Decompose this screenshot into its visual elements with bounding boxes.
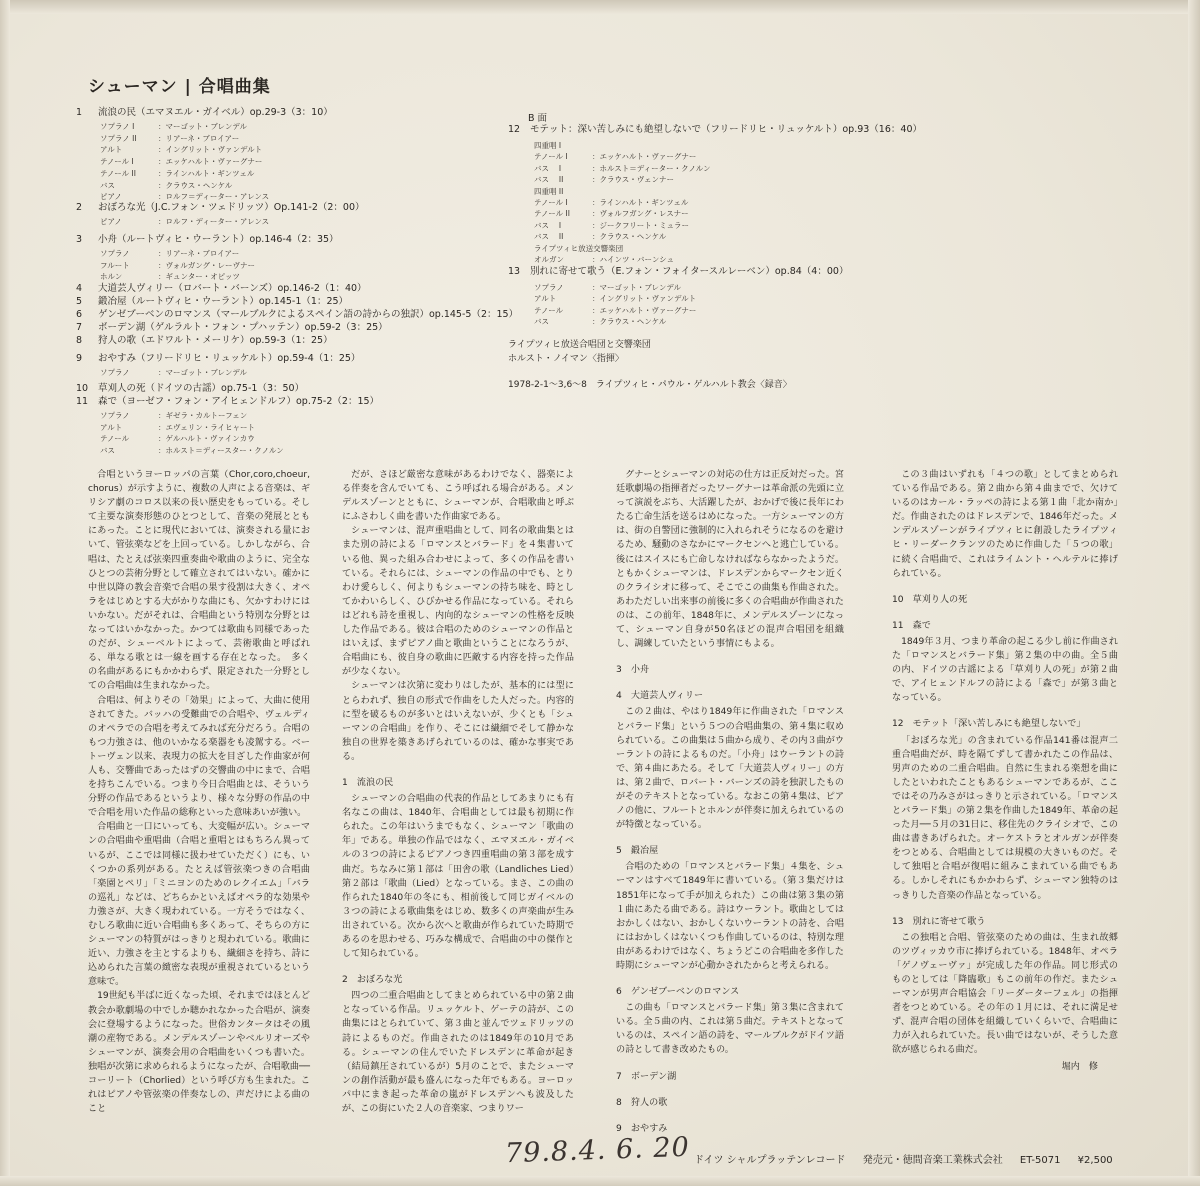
track-row: [76, 322, 388, 334]
performer-line: [534, 164, 711, 174]
performer-name: ：クラウス・ヘンケル: [158, 180, 233, 190]
performer-role: ソプラノ: [100, 368, 130, 377]
track-title: ゲンゼブーベンのロマンス（マールブルクによるスペイン語の詩からの独訳）op.145-5（2：15）: [98, 309, 519, 320]
performer-role: バス I: [534, 220, 562, 230]
performer-line: [534, 198, 688, 208]
paper-edge-top: [0, 0, 1200, 14]
note-paragraph: 四つの二重合唱曲としてまとめられている中の第２曲となっている作品。リュッケルト、ゲーテの詩が、この曲集にはとられていて、第３曲と並んでツェドリッツの詩によるものだ。作曲されたのは1849年の10月である。シューマンの住んでいたドレスデンに革命が起き（結局鎮圧されているが）5月のことで、またシューマンの創作活動が最も盛んになった年でもある。ヨーロッパ中にまき起った革命の嵐がドレスデンへも波及したが、この街にいた２人の音楽家、つまりワー: [342, 991, 574, 1115]
note-paragraph: 合唱というヨーロッパの言葉（Chor,coro,choeur, chorus）が示すように、複数の人声による音楽は、ギリシア劇のコロス以来の長い歴史をもっている。そして主要な演奏形態のひとつとして、音楽の発展とともにあった。ことに現代においては、演奏される量において、管弦楽などを上回っている。しかしながら、合唱は、たとえば弦楽四重奏曲や歌曲のように、完全なひとつの芸術分野として確立されてはいない。確かに中世以降の教会音楽で合唱の果す役割は大きく、オペラをはじめとする大がかりな曲にも、欠かすわけにはいかない。だがそれは、合唱曲という特別な分野とはなってはいかなかった。かつては歌曲も同様であったのだが、シューベルトによって、芸術歌曲と呼ばれる、単なる歌とは一線を画する存在となった。 多くの名曲があるにもかかわらず、限定された一分野としての合唱曲は生まれなかった。: [88, 470, 310, 692]
performer-line: [100, 122, 247, 132]
performer-line: [100, 134, 239, 144]
track-row: [508, 124, 922, 136]
track-title: おやすみ（フリードリヒ・リュッケルト）op.59-4（1：25）: [98, 353, 361, 364]
track-title: 別れに寄せて歌う（E.フォン・フォイタースルレーベン）op.84（4：00）: [530, 266, 849, 277]
track-row: [76, 107, 333, 119]
section-heading: 8 狩人の歌: [616, 1097, 668, 1108]
performer-role: ソプラノ I: [100, 122, 135, 131]
performer-role: テノール I: [534, 198, 568, 207]
performer-name: ：ホルスト＝ディーター・クノルン: [592, 163, 711, 173]
track-title: 小舟（ルートヴィヒ・ウーラント）op.146-4（2：35）: [98, 234, 339, 245]
track-title: 草刈人の死（ドイツの古謡）op.75-1（3：50）: [98, 383, 305, 394]
performer-role: バス: [100, 180, 115, 190]
performer-name: ：リアーネ・ブロイアー: [158, 133, 240, 143]
performer-line: [534, 209, 689, 219]
performer-name: ：クラウス・ヴェンナー: [592, 175, 674, 185]
track-row: [76, 234, 339, 246]
section-heading: 11 森で: [892, 620, 931, 631]
performer-role: ピアノ: [100, 192, 122, 202]
performer-name: ：ギュンター・オピッツ: [158, 272, 240, 282]
performer-line: [534, 152, 696, 162]
performer-name: ：イングリット・ヴァンデルト: [592, 294, 697, 304]
performer-role: ソプラノ II: [100, 133, 137, 143]
performer-name: ：ゲルハルト・ヴァインカウ: [158, 434, 255, 444]
track-row: [76, 396, 379, 408]
performer-line: [100, 368, 247, 378]
performer-role: ソプラノ: [100, 249, 130, 258]
performer-name: ：クラウス・ヘンケル: [592, 232, 667, 242]
performer-name: ：ギゼラ・カルトーフェン: [158, 411, 248, 420]
performer-line: [100, 423, 255, 433]
note-paragraph: 合唱は、何よりその「効果」によって、大曲に使用されてきた。バッハの受難曲での合唱や、ヴェルディのオペラでの合唱を考えてみれば充分だろう。合唱のもつ力強さは、他のいかなる楽器をも凌駕する。ベートーヴェン以来、表現力の拡大を目ざした作曲家が何人も、交響曲であったはずの交響曲の中にまで、合唱を持ちこんでいる。つまり今日合唱曲とは、そういう分野の作品であるというより、様々な分野の作品の中で合唱を用いた作品の総称といった意味あいが強い。: [88, 695, 310, 819]
note-paragraph: 「おぼろな光」の含まれている作品141番は混声二重合唱曲だが、時を隔てずして書かれたこの作品は、男声のための二重合唱曲。自然に生まれる楽想を曲にしたといわれたこともあるシューマンであるが、ここではその乃みさがはっきりと示されている。「ロマンスとバラード集」の第２集を作曲した1849年、革命の起った月──５月の31日に、移住先のクライシオで、この曲は書きあげられた。オーケストラとオルガンが伴奏をつとめる、合唱曲としては規模の大きいものだ。そして独唱と合唱が復唱に組みこまれている曲でもある。しかしそれにもかかわらず、シューマン独特のはっきりした音楽の作品となっている。: [892, 735, 1118, 901]
track-number: 8: [76, 335, 83, 346]
notes-column-1: [88, 468, 310, 1116]
notes-column-2: [342, 468, 574, 1116]
recording-info: 1978-2-1～3,6～8 ライプツィヒ・パウル・ゲルハルト教会〈録音〉: [508, 380, 792, 390]
track-number: 9: [76, 353, 83, 364]
performer-role: バス: [534, 317, 549, 327]
label-name: ドイツ シャルプラッテンレコード: [694, 1155, 846, 1166]
section-heading: 13 別れに寄せて歌う: [892, 916, 986, 927]
performer-name: ：ロルフ＝ディーター・アレンス: [158, 192, 270, 202]
track-title: 流浪の民（エマヌエル・ガイベル）op.29-3（3：10）: [98, 107, 333, 118]
performer-line: [100, 411, 247, 421]
performer-line: [100, 249, 239, 259]
track-number: 4: [76, 283, 83, 294]
performer-role: テノール I: [534, 152, 568, 162]
note-paragraph: シューマンは、混声重唱曲として、同名の歌曲集とはまた別の詩による「ロマンスとバラード」を４集書いている他、異った組み合わせによって、多くの作品を書いている。それらには、シューマンの作品の中でも、とりわけ愛らしく、何よりもシューマンの持ち味を、時としてかわいらしく、ひびかせる作品になっている。それらはどれも詩を重視し、内向的なシューマンの性格を反映した作品である。彼は合唱のためのシューマンの作品とはいえば、まずピアノ曲と歌曲ということになろうが、合唱曲にも、彼自身の歌曲に匹敵する内容を持った作品が少なくない。: [342, 526, 574, 678]
performer-name: ：クラウス・ヘンケル: [592, 317, 667, 327]
album-title: シューマン | 合唱曲集: [88, 77, 271, 97]
performer-name: ：ラインハルト・ギンツェル: [592, 198, 689, 207]
performer-name: ：エヴェリン・ライヒャート: [158, 422, 255, 432]
performer-line: [100, 217, 269, 227]
performer-line: [100, 181, 232, 191]
paper-edge-left: [0, 0, 10, 1186]
paper-edge-right: [1188, 0, 1200, 1186]
handwritten-date: 79.8.4. 6. 20: [504, 1131, 691, 1170]
section-heading: 1 流浪の民: [342, 777, 394, 788]
section-heading: 2 おぼろな光: [342, 975, 403, 986]
performer-role: アルト: [534, 294, 557, 304]
performer-name: ：ヴォルガング・レーヴナー: [158, 260, 256, 270]
note-paragraph: この２曲は、やはり1849年に作曲された「ロマンスとバラード集」という５つの合唱曲集の、第４集に収められている。この曲集は５曲から成り、その内３曲がウーラントの詩によるものだ。「小舟」はウーラントの詩で、第４曲にあたる。そして「大道芸人ヴィリー」の方は、第２曲で、ロバート・バーンズの詩を独訳したものがそのテキストとなっている。なおこの第４集は、ピアノの他に、フルートとホルンが伴奏に加えられているのが特徴となっている。: [616, 707, 844, 831]
performer-name: ：マーゴット・ブレンデル: [158, 122, 247, 131]
track-number: 11: [76, 396, 89, 407]
performer-line: [534, 175, 674, 185]
performer-name: ：ハインツ・バーンシュ: [592, 255, 675, 264]
track-title: 鍛冶屋（ルートヴィヒ・ウーラント）op.145-1（1：25）: [98, 296, 349, 307]
track-number: 5: [76, 296, 83, 307]
performer-line: [534, 255, 674, 265]
track-row: [76, 202, 365, 214]
track-title: 大道芸人ヴィリー（ロバート・バーンズ）op.146-2（1：40）: [98, 283, 367, 294]
performer-role: バス I: [534, 163, 562, 173]
note-paragraph: この曲も「ロマンスとバラード集」第３集に含まれている。全５曲の内、これは第５曲だ。テキストとなっているのは、スペイン語の詩を、マールブルクがドイツ語の詩として書き改めたもの。: [616, 1003, 844, 1056]
performer-role: ホルン: [100, 272, 123, 282]
performer-line: [534, 306, 696, 316]
performer-name: ：ラインハルト・ギンツェル: [158, 168, 255, 178]
performer-name: ：イングリット・ヴァンデルト: [158, 145, 263, 155]
performers-line-2: ホルスト・ノイマン〈指揮〉: [508, 354, 624, 364]
publisher-name: 発売元・徳間音楽工業株式会社: [862, 1155, 1003, 1166]
performer-line: [100, 169, 254, 179]
section-heading: 3 小舟: [616, 665, 650, 676]
track-row: [76, 309, 518, 321]
performer-role: テノール II: [534, 209, 570, 219]
performer-line: [100, 434, 255, 444]
catalog-number: ET-5071: [1019, 1155, 1061, 1166]
performer-role: テノール: [534, 305, 564, 315]
track-row: [76, 296, 348, 308]
section-heading: 7 ボーデン湖: [616, 1071, 677, 1082]
performer-name: ：マーゴット・ブレンデル: [158, 368, 247, 377]
track-title: おぼろな光（J.C.フォン・ツェドリッツ）Op.141-2（2：00）: [98, 202, 365, 213]
performer-name: ：ジークフリート・ミュラー: [592, 220, 690, 230]
note-paragraph: この３曲はいずれも「４つの歌」としてまとめられている作品である。第２曲から第４曲までで、欠けているのはカール・ラッペの詩による第１曲「北か南か」だ。作曲されたのはドレスデンで、1846年だった。メンデルスゾーンがライプツィヒに創設したライプツィヒ・リーダークランツのために作曲した「５つの歌」に続く合唱曲で、これはライムント・ヘルテルに捧げられている。: [892, 470, 1118, 579]
performer-name: ：ロルフ・ディーター・アレンス: [158, 217, 270, 226]
note-paragraph: 1849年３月、つまり革命の起こる少し前に作曲された「ロマンスとバラード集」第２集の中の曲。全５曲の内、ドイツの古謡による「草刈り人の死」が第２曲で、アイヒェンドルフの詩による「森で」が第３曲となっている。: [892, 636, 1118, 704]
performer-line: [534, 294, 696, 304]
track-number: 7: [76, 322, 83, 333]
performer-line: [534, 141, 561, 151]
performers-line-1: ライプツィヒ放送合唱団と交響楽団: [508, 340, 651, 350]
performer-role: バス II: [534, 175, 564, 185]
performer-line: [100, 261, 255, 271]
performer-role: ピアノ: [100, 217, 122, 226]
performer-name: ：エッケハルト・ヴァーグナー: [592, 305, 697, 315]
performer-role: ソプラノ: [534, 283, 564, 292]
performer-line: [534, 317, 666, 327]
track-title: モテット：深い苦しみにも絶望しないで（フリードリヒ・リュッケルト）op.93（16：40）: [530, 124, 922, 135]
section-heading: 5 鍛冶屋: [616, 846, 659, 857]
note-paragraph: 合唱のための「ロマンスとバラード集」４集を、シューマンはすべて1849年に書いている。（第３集だけは1851年になって手が加えられた）この曲は第３集の第１曲にあたる曲である。詩はウーラント。歌曲としてはおかしくはない、おかしくないウーラントの詩を、合唱にはおかしくはないくつも作曲しているのは、特別な理由があるわけではなく、ちょうどこの合唱曲を多作した時期にシューマンが心動かされたからと考えられる。: [616, 862, 844, 971]
track-row: [76, 353, 360, 365]
performer-role: アルト: [100, 422, 123, 432]
author-signature: 堀内 修: [1061, 1061, 1098, 1072]
track-row: [508, 266, 848, 278]
track-number: 10: [76, 383, 89, 394]
performer-line: [534, 283, 681, 293]
section-heading: 10 草刈り人の死: [892, 594, 968, 605]
track-row: [76, 283, 367, 295]
performer-name: ：リアーネ・ブロイアー: [158, 249, 240, 258]
performer-line: [534, 232, 666, 242]
note-paragraph: この独唱と合唱、管弦楽のための曲は、生まれ故郷のツヴィッカウ市に捧げられている。1848年、オペラ「ゲノヴェーヴァ」が完成した年の作品。同じ形式のものとしては「降臨歌」もこの前年の作だ。またシューマンが男声合唱協会「リーダーターフェル」の指揮者をつとめている。その年の１月には、それに満足せず、混声合唱の団体を組織していくらいで、合唱曲に力が入れられていた。長い曲ではないが、そうした意欲が感じられる曲だ。: [892, 932, 1118, 1056]
performer-role: テノール I: [100, 157, 134, 167]
performer-line: [100, 145, 262, 155]
performer-role: 四重唱 I: [534, 141, 562, 150]
performer-name: ：エッケハルト・ヴァーグナー: [592, 152, 697, 162]
track-number: 3: [76, 234, 83, 245]
track-title: 森で（ヨーゼフ・フォン・アイヒェンドルフ）op.75-2（2：15）: [98, 396, 380, 407]
performer-line: [100, 272, 240, 282]
performer-line: [534, 221, 689, 231]
note-paragraph: グナーとシューマンの対応の仕方は正反対だった。宮廷歌劇場の指揮者だったワーグナーは革命派の先頭に立って演説をぶち、大活躍したが、おかげで後に長年にわたる亡命生活を送るはめになった。一方シューマンの方は、街の自警団に強制的に入れられそうになるのを避けるため、騒動のさなかにマークセンへと逃亡している。後にはスイスにも亡命しなければならなかったようだ。ともかくシューマンは、ドレスデンからマークセン近くのクライシオに移って、そこでこの曲集も作曲された。あわただしい出来事の前後に多くの合唱曲が作曲されたのは、この前年、1848年に、メンデルスゾーンになって、シューマン自身が50名ほどの混声合唱団を組織し、調練していたという事情にもよる。: [616, 470, 844, 650]
note-paragraph: 合唱曲と一口にいっても、大変幅が広い。シューマンの合唱曲や重唱曲（合唱と重唱とはもちろん異っているが、ここでは同様に扱わせていただく）にも、いくつかの系列がある。たとえば管弦楽つきの合唱曲「楽園とペリ」「ミニヨンのためのレクイエム」「バラの巡礼」などは、どちらかといえばオペラ的な効果や力強さが、大きく現われている。一方そうではなく、むしろ歌曲に近い合唱曲も多くあって、そちらの方にシューマンの特質がはっきりと現われている。歌曲に近い、力強さを主とするよりも、繊細さを持ち、詩に込められた言葉の緻密な表現が重視されているという意味で。: [88, 822, 310, 988]
performer-role: ソプラノ: [100, 411, 130, 420]
performer-role: オルガン: [534, 255, 564, 264]
performer-role: 四重唱 II: [534, 186, 564, 196]
notes-column-3: [616, 468, 844, 1138]
performer-role: バス II: [534, 232, 564, 242]
note-paragraph: だが、さほど厳密な意味があるわけでなく、器楽による伴奏を含んでいても、こう呼ばれる場合がある。メンデルスゾーンとともに、シューマンが、合唱歌曲と呼ぶにふさわしく曲を書いた作曲家である。: [342, 470, 574, 523]
note-paragraph: 19世紀も半ばに近くなった頃、それまではほとんど教会か歌劇場の中でしか聴かれなかった合唱が、演奏会に登場するようになった。世俗カンタータはその風潮の産物である。メンデルスゾーンやベルリオーズやシューマンが、演奏会用の合唱曲をいくつも書いた。独唱が次第に求められるようになったが、合唱歌曲──コーリート（Chorlied）という呼び方も生まれた。これはピアノや管弦楽の伴奏なしの、声だけによる曲のこと: [88, 991, 310, 1115]
paper-edge-bottom: [0, 1176, 1200, 1186]
performer-role: バス: [100, 446, 115, 456]
notes-column-4: [892, 468, 1118, 1074]
performer-role: テノール II: [100, 168, 136, 178]
performer-name: ：マーゴット・ブレンデル: [592, 283, 681, 292]
b-side-label: B 面: [528, 113, 548, 124]
footer-bar: [694, 1151, 1127, 1166]
track-row: [76, 383, 304, 395]
track-number: 13: [508, 266, 521, 277]
performer-name: ：ヴォルフガング・レスナー: [592, 209, 689, 219]
performer-name: ：ホルスト＝ディースター・クノルン: [158, 446, 284, 456]
track-row: [76, 335, 333, 347]
track-title: 狩人の歌（エドワルト・メーリケ）op.59-3（1：25）: [98, 335, 333, 346]
performer-role: フルート: [100, 260, 130, 270]
track-number: 2: [76, 202, 83, 213]
performer-name: ：エッケハルト・ヴァーグナー: [158, 157, 263, 167]
note-paragraph: シューマンは次第に変わりはしたが、基本的には型にとらわれず、独自の形式で作曲をした人だった。内容的に型を破るものが多いとはいえないが、少くとも「シューマンの合唱曲」を作り、そこには繊細でそして静かな独自の世界を築きあげられているのは、確かな事実である。: [342, 681, 574, 762]
performer-line: [100, 192, 269, 202]
track-title: ボーデン湖（ゲルラルト・フォン・プハッテン）op.59-2（3：25）: [98, 322, 388, 333]
section-heading: 6 ゲンゼブーベンのロマンス: [616, 987, 740, 998]
performer-line: [100, 446, 284, 456]
track-number: 12: [508, 124, 521, 135]
price: ¥2,500: [1077, 1155, 1113, 1166]
performer-role: アルト: [100, 145, 123, 155]
performer-line: [534, 187, 563, 197]
performer-role: テノール: [100, 434, 130, 444]
section-heading: 4 大道芸人ヴィリー: [616, 691, 704, 702]
performer-role: ライプツィヒ放送交響楽団: [534, 243, 624, 253]
track-number: 6: [76, 309, 83, 320]
performer-line: [100, 157, 262, 167]
section-heading: 9 おやすみ: [616, 1123, 668, 1134]
performer-line: [534, 244, 623, 254]
note-paragraph: シューマンの合唱曲の代表的作品としてあまりにも有名なこの曲は、1840年、合唱曲としては最も初期に作られた。この年はいうまでもなく、シューマン「歌曲の年」である。単独の作品ではなく、エマヌエル・ガイベルの３つの詩によるピアノつき四重唱曲の第３部を成す曲だ。ちなみに第１部は「田舎の歌（Landliches Lied）第２部は「歌曲（Lied）となっている。まさ、この曲の作られた1840年の冬にも、相前後して同じガイベルの３つの詩による歌曲集をはじめ、数多くの声楽曲が生み出されている。次から次へと歌曲が作られていた時期であるのを思わせる、巧みな構成で、合唱曲の中の傑作として知られている。: [342, 794, 574, 960]
section-heading: 12 モテット「深い苦しみにも絶望しないで」: [892, 719, 1086, 730]
track-number: 1: [76, 107, 83, 118]
